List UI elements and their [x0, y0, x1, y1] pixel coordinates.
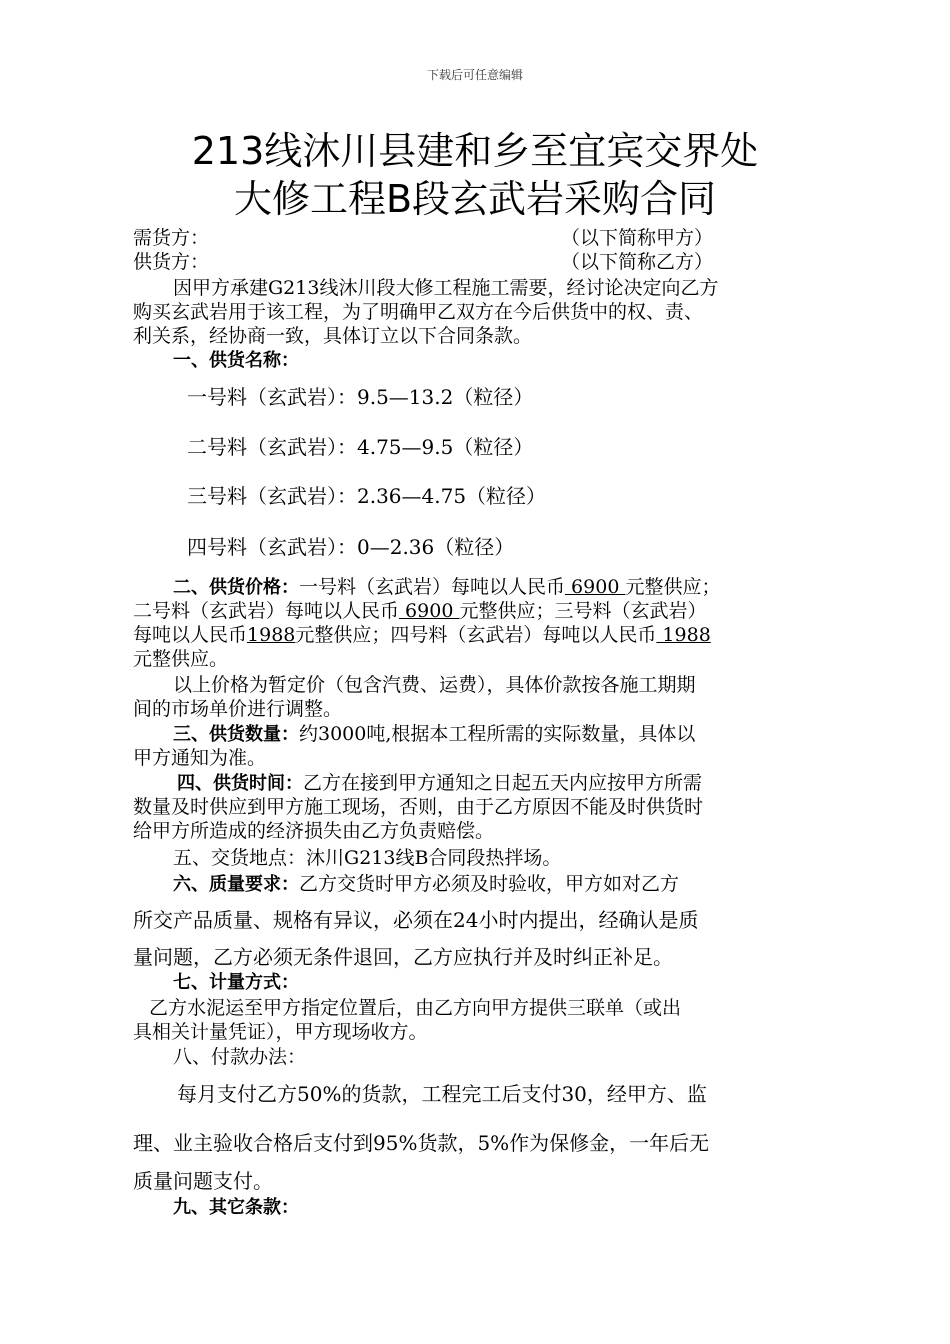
- section-9-heading: 九、其它条款：: [173, 1197, 299, 1218]
- delivery-time-line-2: 数量及时供应到甲方施工现场，否则，由于乙方原因不能及时供货时: [133, 796, 704, 818]
- section-3-heading: 三、供货数量：: [173, 724, 299, 745]
- price-text-3b: 元整供应；四号料（玄武岩）每吨以人民币: [295, 624, 657, 646]
- quality-line-1: [173, 872, 679, 897]
- section-4-heading: 四、供货时间：: [177, 773, 303, 794]
- material-item-2: 二号料（玄武岩）：4.75—9.5（粒径）: [187, 435, 534, 459]
- section-1-heading: 一、供货名称：: [173, 350, 299, 371]
- quantity-line-2: 甲方通知为准。: [133, 747, 267, 769]
- payment-line-1: 每月支付乙方50%的货款，工程完工后支付30，经甲方、监: [177, 1082, 707, 1106]
- quantity-text-1: 约3000吨,根据本工程所需的实际数量，具体以: [299, 723, 696, 745]
- section-8-heading: 八、付款办法：: [173, 1046, 307, 1068]
- payment-line-3: 质量问题支付。: [133, 1169, 273, 1193]
- quantity-line-1: [173, 722, 695, 747]
- delivery-place-line: [173, 846, 561, 870]
- price-text-2a: 二号料（玄武岩）每吨以人民币: [133, 600, 400, 622]
- buyer-label: 需货方：: [133, 227, 210, 249]
- price-text-3a: 每吨以人民币: [133, 624, 248, 646]
- section-6-heading: 六、质量要求：: [173, 874, 299, 895]
- price-note-1: 以上价格为暂定价（包含汽费、运费），具体价款按各施工期期: [173, 674, 696, 696]
- intro-line-2: 购买玄武岩用于该工程，为了明确甲乙双方在今后供货中的权、责、: [133, 301, 704, 323]
- section-2-heading: 二、供货价格：: [173, 577, 299, 598]
- price-text-2b: 元整供应；三号料（玄武岩）: [459, 600, 707, 622]
- price-line-1: [173, 575, 720, 600]
- price-note-2: 间的市场单价进行调整。: [133, 698, 343, 720]
- price-line-2: [133, 599, 706, 623]
- delivery-place-text: 沐川G213线B合同段热拌场。: [306, 847, 562, 869]
- measure-line-2: 具相关计量凭证），甲方现场收方。: [133, 1021, 428, 1043]
- price-line-3: [133, 623, 711, 647]
- payment-line-2: 理、业主验收合格后支付到95%货款，5%作为保修金，一年后无: [133, 1131, 710, 1155]
- contract-title-line-1: 213线沐川县建和乡至宜宾交界处: [191, 129, 759, 173]
- quality-text-1: 乙方交货时甲方必须及时验收，甲方如对乙方: [299, 873, 680, 895]
- section-5-heading: 五、交货地点：: [173, 847, 307, 869]
- quality-line-2: 所交产品质量、规格有异议，必须在24小时内提出，经确认是质: [133, 908, 699, 932]
- price-value-1: 6900: [565, 576, 626, 598]
- delivery-time-line-3: 给甲方所造成的经济损失由乙方负责赔偿。: [133, 820, 495, 842]
- price-text-1b: 元整供应；: [625, 576, 721, 598]
- intro-line-3: 利关系，经协商一致，具体订立以下合同条款。: [133, 325, 533, 347]
- price-text-1a: 一号料（玄武岩）每吨以人民币: [299, 576, 566, 598]
- page-header-note: 下载后可任意编辑: [426, 68, 523, 82]
- material-item-1: 一号料（玄武岩）：9.5—13.2（粒径）: [187, 385, 534, 409]
- contract-title-line-2: 大修工程B段玄武岩采购合同: [233, 177, 717, 221]
- seller-label: 供货方：: [133, 251, 210, 273]
- price-line-4: 元整供应。: [133, 648, 229, 670]
- quality-line-3: 量问题，乙方必须无条件退回，乙方应执行并及时纠正补足。: [133, 945, 673, 969]
- price-value-2: 6900: [399, 600, 460, 622]
- measure-line-1: 乙方水泥运至甲方指定位置后，由乙方向甲方提供三联单（或出: [149, 997, 682, 1019]
- buyer-line: [133, 226, 209, 250]
- delivery-time-text-1: 乙方在接到甲方通知之日起五天内应按甲方所需: [303, 772, 703, 794]
- price-value-4: 1988: [656, 624, 711, 646]
- material-item-4: 四号料（玄武岩）：0—2.36（粒径）: [187, 535, 515, 559]
- seller-note: （以下简称乙方）: [561, 251, 714, 273]
- price-value-3: 1988: [247, 624, 296, 646]
- section-7-heading: 七、计量方式：: [173, 972, 299, 993]
- delivery-time-line-1: [177, 771, 702, 796]
- buyer-note: （以下简称甲方）: [561, 227, 714, 249]
- intro-line-1: 因甲方承建G213线沐川段大修工程施工需要，经讨论决定向乙方: [173, 277, 719, 299]
- seller-line: [133, 250, 209, 274]
- material-item-3: 三号料（玄武岩）：2.36—4.75（粒径）: [187, 484, 547, 508]
